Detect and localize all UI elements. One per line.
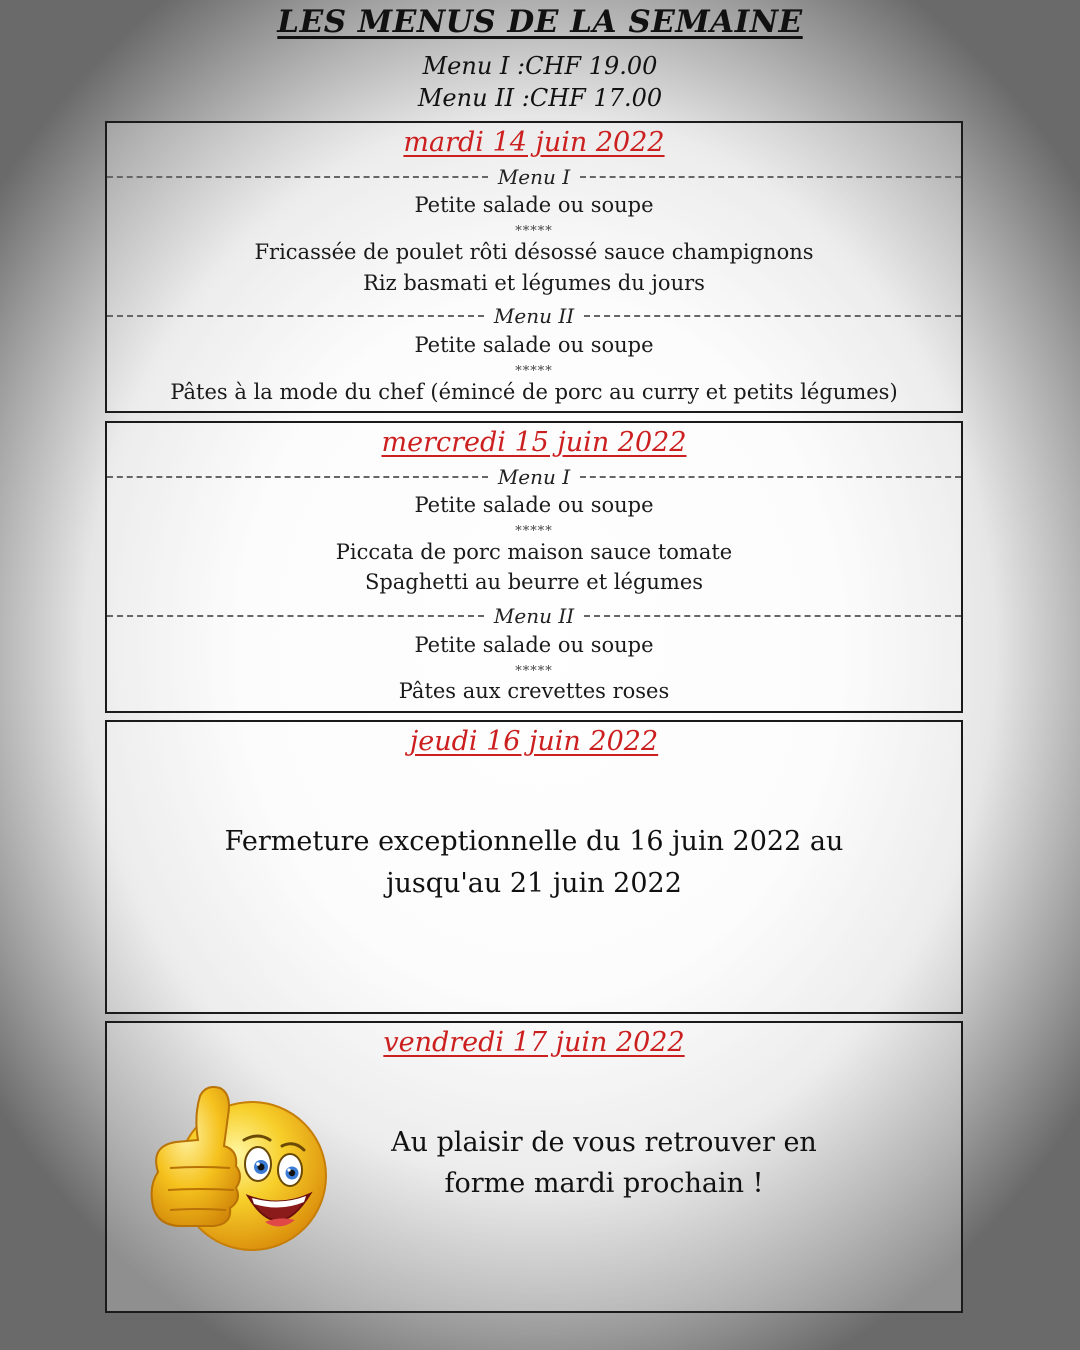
- price-menu-1: Menu I :CHF 19.00: [422, 52, 658, 80]
- day-date: mardi 14 juin 2022: [403, 127, 665, 158]
- day-card-thursday: [105, 720, 963, 1014]
- day-card-tuesday: [105, 121, 963, 413]
- day-date: mercredi 15 juin 2022: [381, 427, 687, 458]
- course-separator: *****: [515, 224, 553, 239]
- course-separator: *****: [515, 524, 553, 539]
- menu-main: Pâtes aux crevettes roses: [398, 679, 670, 703]
- menu-main: Piccata de porc maison sauce tomate: [335, 540, 733, 564]
- day-card-wednesday: [105, 421, 963, 713]
- thumbs-up-smiley-icon: [140, 1076, 330, 1256]
- menu-label: Menu II: [493, 304, 575, 328]
- day-date: vendredi 17 juin 2022: [383, 1027, 685, 1058]
- menu-separator: [107, 465, 961, 489]
- menu-main: Fricassée de poulet rôti désossé sauce champignons: [254, 240, 814, 264]
- menu-side: Riz basmati et légumes du jours: [363, 271, 705, 295]
- menu-starter: Petite salade ou soupe: [414, 193, 654, 217]
- closure-notice-line-1: Fermeture exceptionnelle du 16 juin 2022 au: [224, 826, 844, 857]
- menu-starter: Petite salade ou soupe: [414, 633, 654, 657]
- farewell-line-2: forme mardi prochain !: [444, 1168, 764, 1199]
- menu-starter: Petite salade ou soupe: [414, 493, 654, 517]
- menu-separator: [107, 604, 961, 628]
- menu-label: Menu II: [493, 604, 575, 628]
- menu-separator: [107, 165, 961, 189]
- closure-notice-line-2: jusqu'au 21 juin 2022: [386, 868, 682, 899]
- menu-side: Spaghetti au beurre et légumes: [364, 570, 704, 594]
- farewell-line-1: Au plaisir de vous retrouver en: [391, 1127, 817, 1158]
- menu-label: Menu I: [497, 165, 571, 189]
- price-menu-2: Menu II :CHF 17.00: [417, 84, 663, 112]
- course-separator: *****: [515, 664, 553, 679]
- menu-main: Pâtes à la mode du chef (émincé de porc au curry et petits légumes): [170, 380, 898, 404]
- menu-separator: [107, 304, 961, 328]
- menu-starter: Petite salade ou soupe: [414, 333, 654, 357]
- menu-label: Menu I: [497, 465, 571, 489]
- course-separator: *****: [515, 364, 553, 379]
- page-title: LES MENUS DE LA SEMAINE: [277, 4, 803, 40]
- day-date: jeudi 16 juin 2022: [409, 726, 659, 757]
